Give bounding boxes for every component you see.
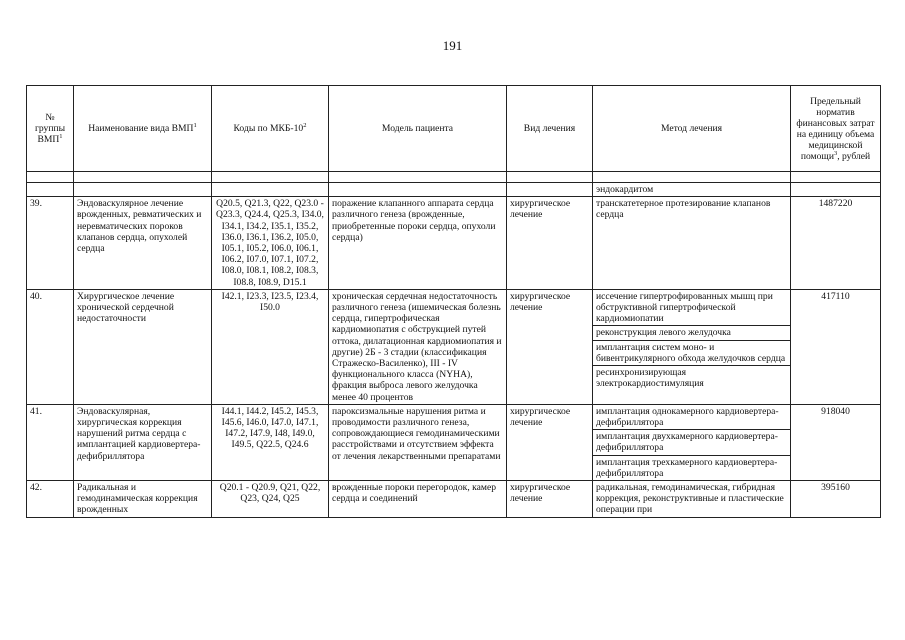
row-name: Эндоваскулярная, хирургическая коррекция нарушений ритма сердца с имплантацией кардиовертера-дефибриллятора bbox=[74, 404, 212, 480]
row-codes: I42.1, I23.3, I23.5, I23.4, I50.0 bbox=[212, 289, 329, 404]
header-group-no: № группы ВМП$^1$ bbox=[27, 86, 74, 172]
header-cost: Предельный норматив финансовых затрат на единицу объема медицинской помощи$^3$, рублей bbox=[791, 86, 881, 172]
row-codes: I44.1, I44.2, I45.2, I45.3, I45.6, I46.0, I47.0, I47.1, I47.2, I47.9, I48, I49.0, I49.5, Q22.5, Q24.6 bbox=[212, 404, 329, 480]
row-codes: Q20.1 - Q20.9, Q21, Q22, Q23, Q24, Q25 bbox=[212, 481, 329, 518]
method-item: имплантация двухкамерного кардиовертера-дефибриллятора bbox=[593, 430, 790, 455]
row-treatment: хирургическое лечение bbox=[507, 481, 593, 518]
row-number: 41. bbox=[27, 404, 74, 480]
row-method-list bbox=[593, 404, 791, 480]
row-number: 39. bbox=[27, 197, 74, 290]
table-row bbox=[27, 481, 881, 518]
header-codes: Коды по МКБ-$10^2$ bbox=[212, 86, 329, 172]
row-name: Хирургическое лечение хронической сердечной недостаточности bbox=[74, 289, 212, 404]
method-item: имплантация однокамерного кардиовертера-дефибриллятора bbox=[593, 405, 790, 430]
header-model: Модель пациента bbox=[329, 86, 507, 172]
table-row bbox=[27, 404, 881, 480]
row-method: радикальная, гемодинамическая, гибридная коррекция, реконструктивные и пластические операции при bbox=[593, 481, 791, 518]
row-codes: Q20.5, Q21.3, Q22, Q23.0 - Q23.3, Q24.4, Q25.3, I34.0, I34.1, I34.2, I35.1, I35.2, I36.0, I36.1, I36.2, I05.0, I05.1, I05.2, I06.0, I06.1, I06.2, I07.0, I07.1, I07.2, I08.0, I08.1, I08.2, I08.3, I08.8, I08.9, D15.1 bbox=[212, 197, 329, 290]
row-treatment: хирургическое лечение bbox=[507, 404, 593, 480]
row-cost: 1487220 bbox=[791, 197, 881, 290]
row-name: Радикальная и гемодинамическая коррекция врожденных bbox=[74, 481, 212, 518]
method-item: имплантация систем моно- и бивентрикулярного обхода желудочков сердца bbox=[593, 341, 790, 366]
row-method: транскатетерное протезирование клапанов сердца bbox=[593, 197, 791, 290]
header-method: Метод лечения bbox=[593, 86, 791, 172]
vmp-table bbox=[26, 85, 881, 518]
header-name: Наименование вида ВМП$^1$ bbox=[74, 86, 212, 172]
row-treatment: хирургическое лечение bbox=[507, 289, 593, 404]
row-number: 42. bbox=[27, 481, 74, 518]
row-model: пароксизмальные нарушения ритма и проводимости различного генеза, сопровождающиеся гемодинамическими расстройствами и отсутствием эффекта от лечения лекарственными препаратами bbox=[329, 404, 507, 480]
header-treatment: Вид лечения bbox=[507, 86, 593, 172]
method-item: иссечение гипертрофированных мышц при обструктивной гипертрофической кардиомиопатии bbox=[593, 290, 790, 327]
table-row bbox=[27, 197, 881, 290]
row-cost: 395160 bbox=[791, 481, 881, 518]
method-item: реконструкция левого желудочка bbox=[593, 326, 790, 340]
row-cost: 918040 bbox=[791, 404, 881, 480]
method-item: имплантация трехкамерного кардиовертера-дефибриллятора bbox=[596, 456, 778, 479]
spacer-row bbox=[27, 172, 881, 183]
table-row bbox=[27, 289, 881, 404]
row-model: поражение клапанного аппарата сердца различного генеза (врожденные, приобретенные пороки сердца, опухоли сердца) bbox=[329, 197, 507, 290]
method-item: ресинхронизирующая электрокардиостимуляция bbox=[596, 367, 704, 390]
row-number: 40. bbox=[27, 289, 74, 404]
row-treatment: хирургическое лечение bbox=[507, 197, 593, 290]
carry-method: эндокардитом bbox=[593, 183, 791, 197]
page-number: 191 bbox=[442, 38, 463, 53]
row-model: врожденные пороки перегородок, камер сердца и соединений bbox=[329, 481, 507, 518]
table-header-row bbox=[27, 86, 881, 172]
carry-over-row bbox=[27, 183, 881, 197]
row-method-list bbox=[593, 289, 791, 404]
row-cost: 417110 bbox=[791, 289, 881, 404]
row-model: хроническая сердечная недостаточность различного генеза (ишемическая болезнь сердца, гипертрофическая кардиомиопатия с обструкцией путей оттока, дилатационная кардиомиопатия и другие) 2Б - 3 стадии (классификация Стражеско-Василенко), III - IV функционального класса (NYHA), фракция выброса левого желудочка менее 40 процентов bbox=[329, 289, 507, 404]
row-name: Эндоваскулярное лечение врожденных, ревматических и неревматических пороков клапанов сердца, опухолей сердца bbox=[74, 197, 212, 290]
